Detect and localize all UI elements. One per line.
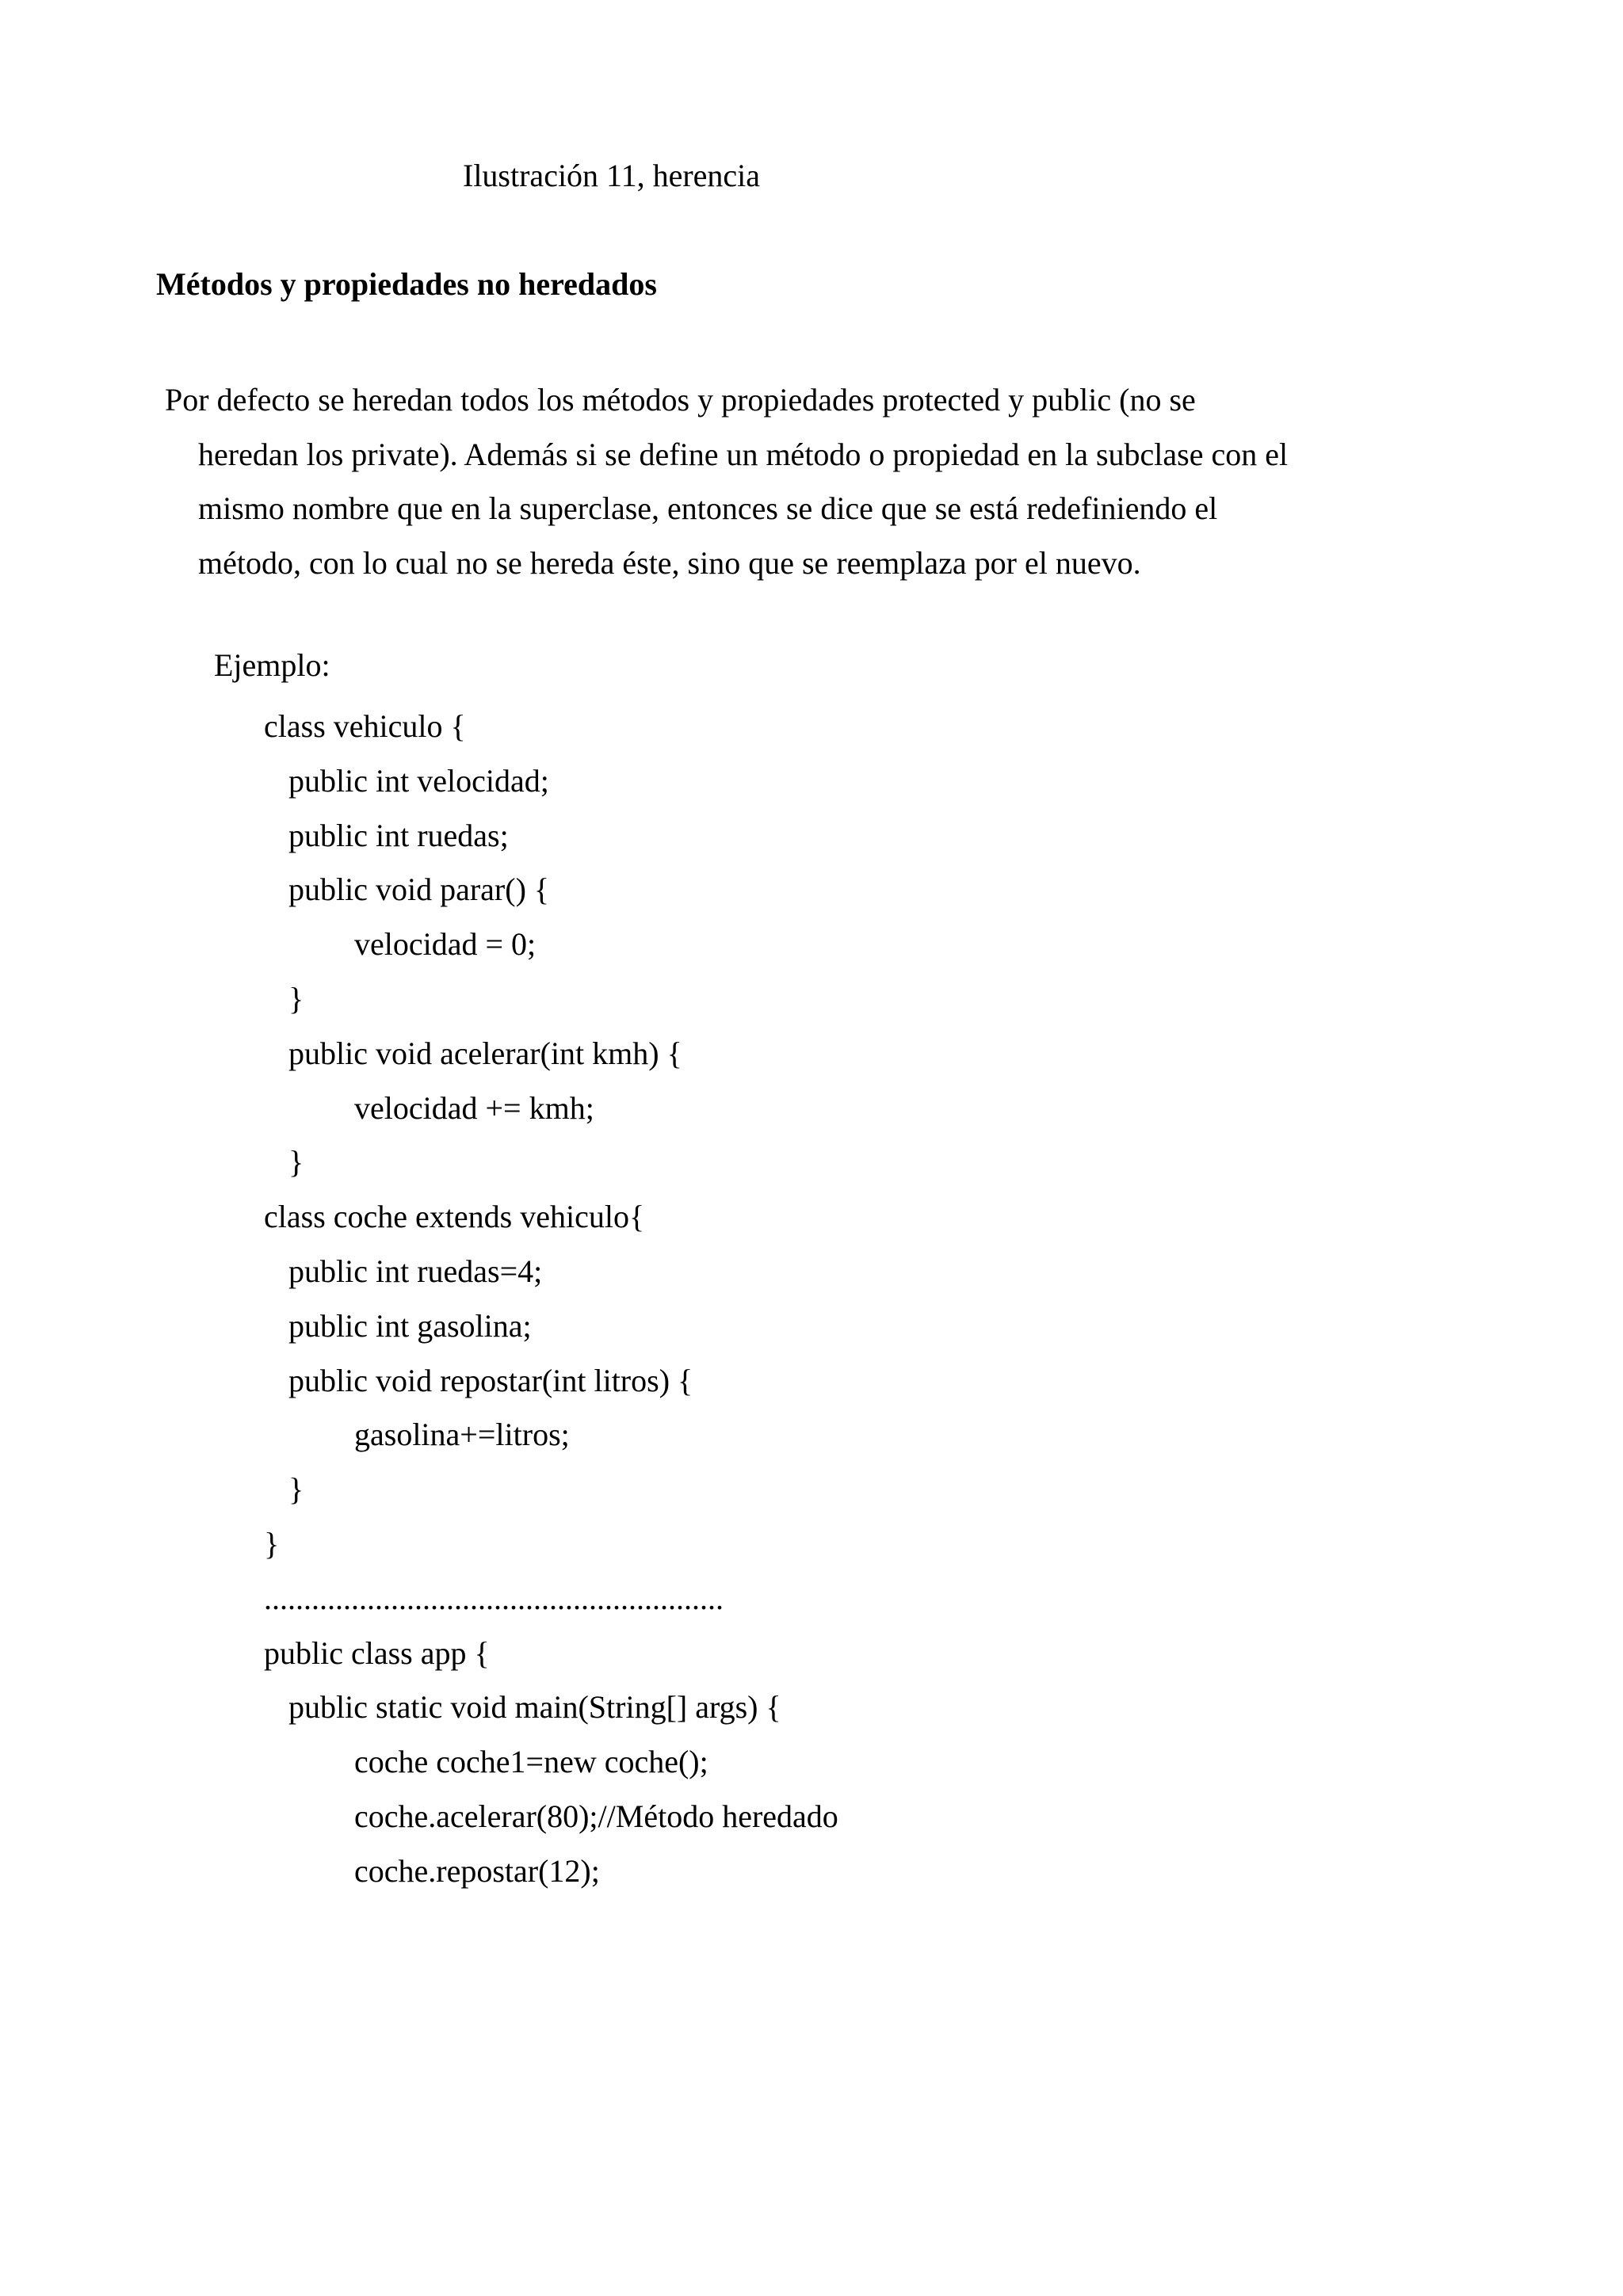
code-line: public void repostar(int litros) { — [288, 1362, 693, 1398]
code-line: gasolina+=litros; — [354, 1417, 570, 1453]
code-line: coche.repostar(12); — [354, 1852, 600, 1889]
code-line: public class app { — [264, 1634, 490, 1671]
code-line: public int ruedas; — [288, 817, 509, 853]
code-separator: .......................................................... — [264, 1580, 724, 1616]
code-line: public static void main(String[] args) { — [288, 1689, 781, 1726]
code-line: coche.acelerar(80);//Método heredado — [354, 1798, 838, 1834]
code-line: class coche extends vehiculo{ — [264, 1199, 645, 1235]
section-heading: Métodos y propiedades no heredados — [156, 266, 657, 302]
code-line: } — [288, 1144, 304, 1180]
code-line: } — [288, 1471, 304, 1508]
code-line: public int velocidad; — [288, 762, 549, 799]
code-line: velocidad = 0; — [354, 926, 537, 963]
code-line: public void acelerar(int kmh) { — [288, 1035, 682, 1071]
paragraph-line: heredan los private). Además si se define un método o propiedad en la subclase con el — [198, 436, 1289, 472]
paragraph-line: método, con lo cual no se hereda éste, sino que se reemplaza por el nuevo. — [198, 544, 1141, 581]
code-line: } — [264, 1525, 280, 1562]
code-line: coche coche1=new coche(); — [354, 1744, 708, 1780]
code-line: velocidad += kmh; — [354, 1089, 594, 1126]
code-line: class vehiculo { — [264, 708, 466, 744]
paragraph-line: mismo nombre que en la superclase, entonces se dice que se está redefiniendo el — [198, 490, 1218, 526]
paragraph-line: Por defecto se heredan todos los métodos y propiedades protected y public (no se — [165, 382, 1196, 418]
example-label: Ejemplo: — [214, 647, 330, 683]
code-line: public void parar() { — [288, 871, 550, 908]
figure-caption: Ilustración 11, herencia — [463, 158, 761, 193]
code-line: public int ruedas=4; — [288, 1253, 543, 1289]
code-line: public int gasolina; — [288, 1307, 532, 1344]
code-example — [0, 700, 1623, 1899]
body-paragraph — [165, 373, 1354, 590]
code-line: } — [288, 980, 304, 1016]
